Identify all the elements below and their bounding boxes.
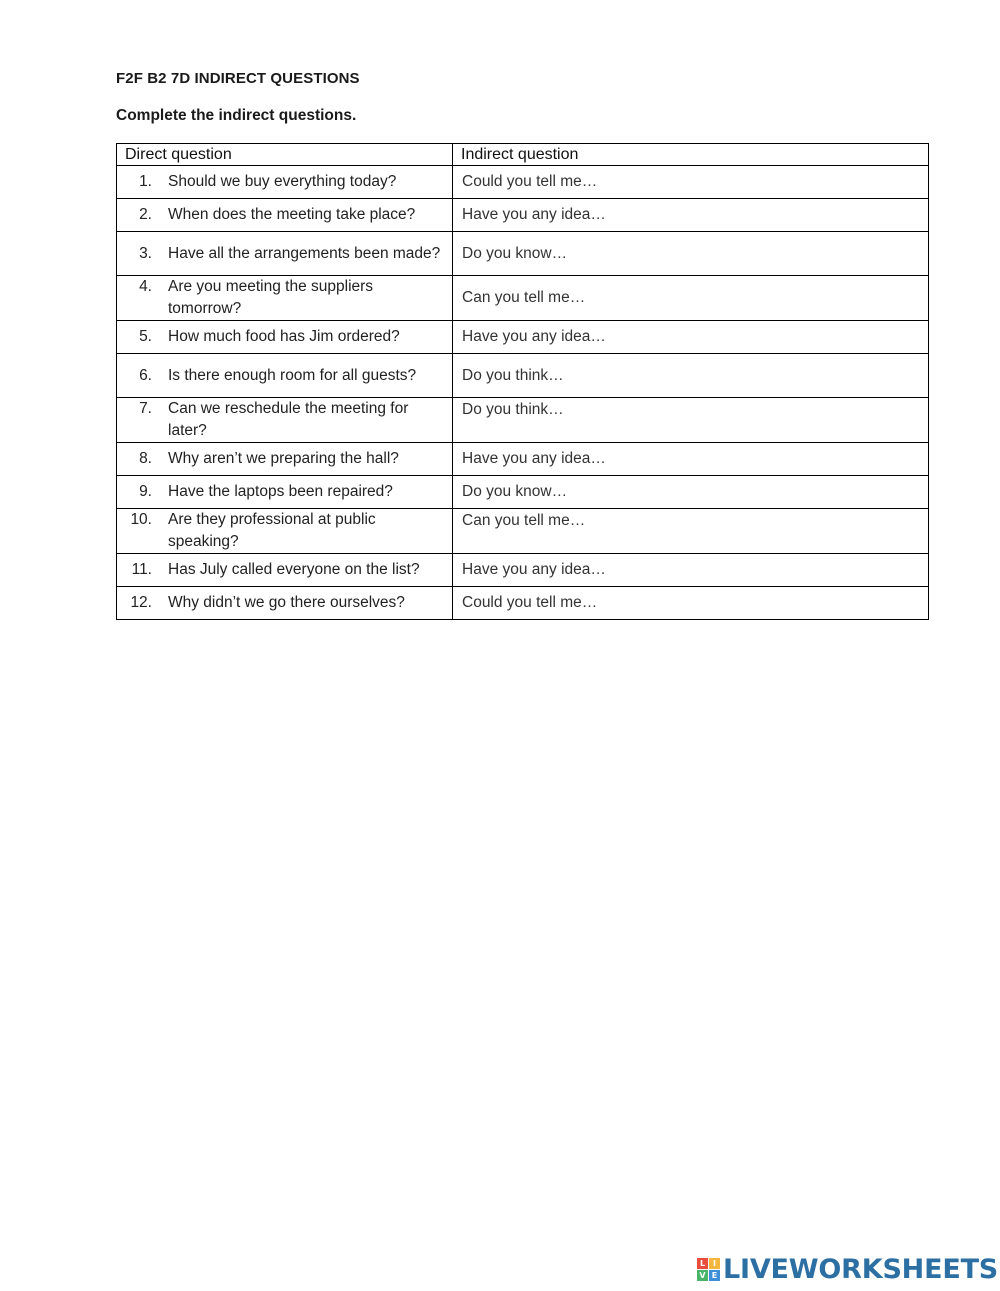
indirect-question-starter[interactable]: Do you think… — [453, 398, 929, 443]
instruction-text: Complete the indirect questions. — [116, 107, 357, 124]
liveworksheets-brand[interactable] — [697, 1254, 998, 1285]
question-number: 11. — [131, 561, 152, 578]
table-row — [117, 276, 929, 321]
table-row — [117, 166, 929, 199]
logo-letter-v: V — [697, 1270, 708, 1281]
direct-question: Can we reschedule the meeting for later? — [168, 400, 409, 439]
direct-question: Are they professional at public speaking? — [168, 511, 376, 550]
indirect-question-starter[interactable]: Could you tell me… — [453, 587, 929, 620]
question-number: 10. — [130, 511, 152, 528]
table-row — [117, 321, 929, 354]
direct-question: How much food has Jim ordered? — [168, 328, 400, 345]
page-title: F2F B2 7D INDIRECT QUESTIONS — [116, 70, 360, 87]
table-row — [117, 476, 929, 509]
table-row — [117, 509, 929, 554]
indirect-question-starter[interactable]: Do you know… — [453, 476, 929, 509]
table-row — [117, 232, 929, 276]
indirect-question-starter[interactable]: Can you tell me… — [453, 509, 929, 554]
indirect-question-starter[interactable]: Could you tell me… — [453, 166, 929, 199]
question-number: 1. — [139, 173, 152, 190]
direct-question: Are you meeting the suppliers tomorrow? — [168, 278, 374, 317]
logo-letter-i: I — [709, 1258, 720, 1269]
question-number: 9. — [139, 483, 152, 500]
direct-question: Has July called everyone on the list? — [168, 561, 420, 578]
direct-question: When does the meeting take place? — [168, 206, 416, 223]
table-row — [117, 398, 929, 443]
question-number: 8. — [139, 450, 152, 467]
direct-question: Should we buy everything today? — [168, 173, 397, 190]
indirect-question-starter[interactable]: Do you know… — [453, 232, 929, 276]
indirect-question-starter[interactable]: Do you think… — [453, 354, 929, 398]
question-number: 2. — [139, 206, 152, 223]
brand-wordmark: LIVEWORKSHEETS — [723, 1254, 999, 1285]
question-number: 5. — [139, 328, 152, 345]
indirect-question-starter[interactable]: Have you any idea… — [453, 321, 929, 354]
liveworksheets-logo-icon — [697, 1258, 720, 1281]
indirect-question-starter[interactable]: Have you any idea… — [453, 554, 929, 587]
question-number: 3. — [139, 244, 152, 262]
logo-letter-l: L — [697, 1258, 708, 1269]
question-number: 4. — [139, 278, 152, 295]
table-row — [117, 554, 929, 587]
indirect-question-starter[interactable]: Can you tell me… — [453, 276, 929, 321]
table-row — [117, 199, 929, 232]
table-row — [117, 443, 929, 476]
question-number: 7. — [139, 400, 152, 417]
direct-question: Is there enough room for all guests? — [168, 366, 417, 384]
table-row — [117, 587, 929, 620]
table-header-row — [117, 144, 929, 166]
direct-question: Have all the arrangements been made? — [168, 244, 441, 262]
direct-question: Why aren’t we preparing the hall? — [168, 450, 399, 467]
header-direct-question: Direct question — [117, 144, 453, 166]
questions-table — [116, 143, 929, 620]
question-number: 6. — [139, 366, 152, 384]
indirect-question-starter[interactable]: Have you any idea… — [453, 199, 929, 232]
header-indirect-question: Indirect question — [453, 144, 929, 166]
direct-question: Have the laptops been repaired? — [168, 483, 393, 500]
logo-letter-e: E — [709, 1270, 720, 1281]
question-number: 12. — [130, 594, 152, 611]
direct-question: Why didn’t we go there ourselves? — [168, 594, 405, 611]
table-row — [117, 354, 929, 398]
indirect-question-starter[interactable]: Have you any idea… — [453, 443, 929, 476]
